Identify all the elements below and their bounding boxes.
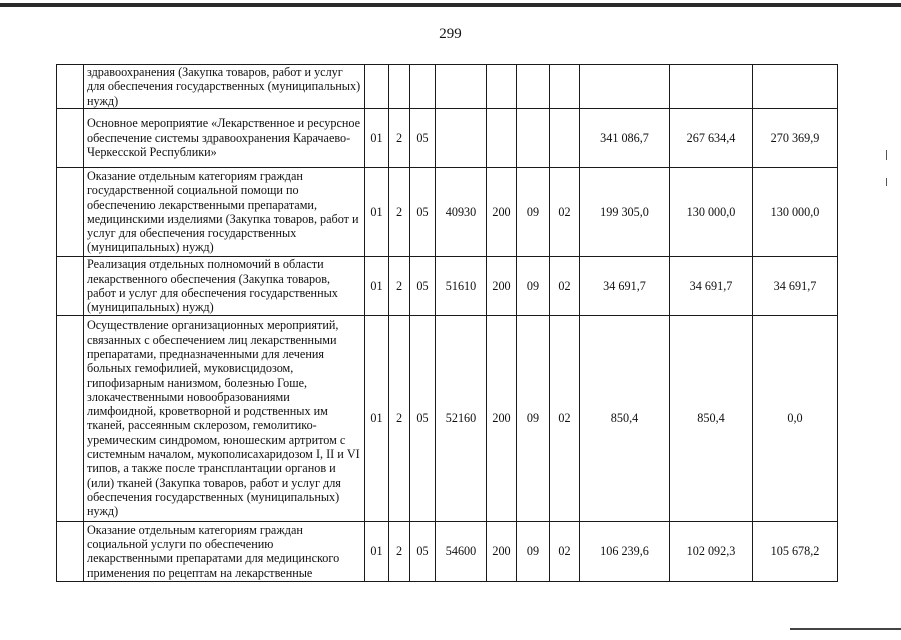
code-cell: 02 [550, 521, 580, 581]
code-cell: 54600 [436, 521, 487, 581]
table-row [57, 108, 838, 167]
code-cell: 2 [389, 521, 410, 581]
amount-cell: 267 634,4 [670, 108, 753, 167]
table-row [57, 256, 838, 315]
code-cell: 01 [365, 315, 389, 521]
description-cell: Оказание отдельным категориям граждан социальной услуги по обеспечению лекарственными препаратами для медицинского применения по рецептам на лекарственные [84, 521, 365, 581]
amount-cell: 34 691,7 [670, 256, 753, 315]
code-cell: 200 [487, 167, 517, 256]
row-number-cell [57, 256, 84, 315]
description-cell: Реализация отдельных полномочий в области лекарственного обеспечения (Закупка товаров, работ и услуг для обеспечения государственных (муниципальных) нужд) [84, 256, 365, 315]
amount-cell: 34 691,7 [580, 256, 670, 315]
code-cell: 52160 [436, 315, 487, 521]
code-cell [487, 108, 517, 167]
amount-cell: 199 305,0 [580, 167, 670, 256]
amount-cell: 130 000,0 [753, 167, 838, 256]
code-cell [410, 65, 436, 109]
code-cell: 2 [389, 256, 410, 315]
table-row [57, 167, 838, 256]
code-cell: 2 [389, 315, 410, 521]
margin-mark [886, 178, 887, 186]
amount-cell [670, 65, 753, 109]
amount-cell: 102 092,3 [670, 521, 753, 581]
code-cell: 09 [517, 521, 550, 581]
amount-cell: 270 369,9 [753, 108, 838, 167]
code-cell: 05 [410, 167, 436, 256]
code-cell: 02 [550, 256, 580, 315]
description-cell: здравоохранения (Закупка товаров, работ и услуг для обеспечения государственных (муниципальных) нужд) [84, 65, 365, 109]
code-cell: 05 [410, 521, 436, 581]
table-row [57, 65, 838, 109]
code-cell: 02 [550, 167, 580, 256]
amount-cell: 105 678,2 [753, 521, 838, 581]
code-cell: 01 [365, 521, 389, 581]
top-rule [0, 0, 901, 10]
row-number-cell [57, 108, 84, 167]
code-cell [550, 65, 580, 109]
description-cell: Оказание отдельным категориям граждан государственной социальной помощи по обеспечению лекарственными препаратами, медицинскими изделиями (Закупка товаров, работ и услуг для обеспечения государственных (муниципальных) нужд) [84, 167, 365, 256]
code-cell [550, 108, 580, 167]
page-number: 299 [439, 26, 462, 42]
code-cell: 200 [487, 521, 517, 581]
amount-cell [753, 65, 838, 109]
code-cell: 2 [389, 108, 410, 167]
amount-cell: 850,4 [580, 315, 670, 521]
amount-cell: 130 000,0 [670, 167, 753, 256]
amount-cell: 850,4 [670, 315, 753, 521]
row-number-cell [57, 65, 84, 109]
code-cell: 200 [487, 256, 517, 315]
description-cell: Основное мероприятие «Лекарственное и ресурсное обеспечение системы здравоохранения Карачаево-Черкесской Республики» [84, 108, 365, 167]
code-cell [517, 108, 550, 167]
code-cell: 09 [517, 256, 550, 315]
amount-cell: 0,0 [753, 315, 838, 521]
code-cell [487, 65, 517, 109]
code-cell: 2 [389, 167, 410, 256]
code-cell: 09 [517, 167, 550, 256]
code-cell: 01 [365, 167, 389, 256]
code-cell: 200 [487, 315, 517, 521]
code-cell: 51610 [436, 256, 487, 315]
row-number-cell [57, 315, 84, 521]
code-cell: 05 [410, 315, 436, 521]
budget-table [56, 64, 838, 582]
code-cell: 05 [410, 108, 436, 167]
amount-cell: 34 691,7 [753, 256, 838, 315]
code-cell: 09 [517, 315, 550, 521]
code-cell [436, 108, 487, 167]
code-cell [365, 65, 389, 109]
table-row [57, 315, 838, 521]
amount-cell: 106 239,6 [580, 521, 670, 581]
code-cell: 40930 [436, 167, 487, 256]
description-cell: Осуществление организационных мероприятий, связанных с обеспечением лиц лекарственными препаратами, предназначенными для лечения больных гемофилией, муковисцидозом, гипофизарным нанизмом, болезнью Гоше, злокачественными новообразованиями лимфоидной, кроветворной и родственных им тканей, рассеянным склерозом, гемолитико-уремическим синдромом, юношеским артритом с системным началом, мукополисахаридозом I, II и VI типов, а также после трансплантации органов и (или) тканей (Закупка товаров, работ и услуг для обеспечения государственных (муниципальных) нужд) [84, 315, 365, 521]
row-number-cell [57, 521, 84, 581]
row-number-cell [57, 167, 84, 256]
margin-mark [886, 150, 887, 160]
code-cell: 01 [365, 108, 389, 167]
amount-cell [580, 65, 670, 109]
code-cell: 01 [365, 256, 389, 315]
code-cell [436, 65, 487, 109]
amount-cell: 341 086,7 [580, 108, 670, 167]
table-row [57, 521, 838, 581]
code-cell: 02 [550, 315, 580, 521]
code-cell: 05 [410, 256, 436, 315]
code-cell [517, 65, 550, 109]
code-cell [389, 65, 410, 109]
bottom-rule [790, 628, 901, 630]
